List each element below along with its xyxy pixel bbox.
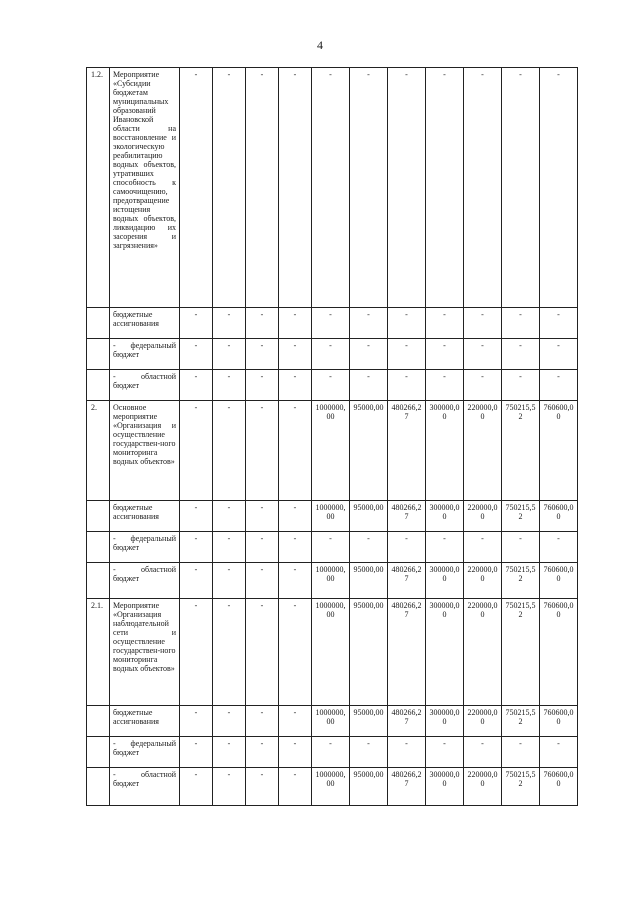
value-cell: -: [180, 706, 213, 737]
value-cell: -: [312, 370, 350, 401]
value-cell: -: [246, 768, 279, 806]
value-cell: -: [246, 339, 279, 370]
value-cell: -: [213, 768, 246, 806]
value-cell: -: [279, 737, 312, 768]
value-cell: -: [502, 68, 540, 308]
row-number: 1.2.: [87, 68, 110, 308]
value-cell: 95000,00: [350, 563, 388, 599]
value-cell: -: [312, 737, 350, 768]
value-cell: -: [426, 68, 464, 308]
value-cell: -: [180, 501, 213, 532]
value-cell: -: [213, 599, 246, 706]
row-description: бюджетные ассигнования: [110, 308, 180, 339]
value-cell: -: [388, 308, 426, 339]
value-cell: 480266,27: [388, 401, 426, 501]
value-cell: 95000,00: [350, 706, 388, 737]
value-cell: -: [246, 501, 279, 532]
value-cell: -: [464, 339, 502, 370]
value-cell: -: [279, 599, 312, 706]
value-cell: 760600,00: [540, 768, 578, 806]
page-number: 4: [317, 38, 323, 52]
row-number: 2.1.: [87, 599, 110, 706]
value-cell: 220000,00: [464, 563, 502, 599]
value-cell: -: [502, 370, 540, 401]
value-cell: -: [388, 737, 426, 768]
value-cell: -: [464, 532, 502, 563]
row-number: 2.: [87, 401, 110, 501]
value-cell: 760600,00: [540, 706, 578, 737]
value-cell: -: [279, 706, 312, 737]
table-row: [87, 768, 578, 806]
value-cell: -: [279, 68, 312, 308]
value-cell: -: [213, 532, 246, 563]
value-cell: -: [180, 308, 213, 339]
value-cell: -: [246, 68, 279, 308]
value-cell: -: [502, 532, 540, 563]
value-cell: -: [246, 532, 279, 563]
value-cell: -: [180, 563, 213, 599]
row-description: Мероприятие «Организация наблюдательной сети и осуществление государствен-ного мониторинга водных объектов»: [110, 599, 180, 706]
value-cell: 480266,27: [388, 599, 426, 706]
value-cell: -: [180, 401, 213, 501]
value-cell: -: [350, 370, 388, 401]
value-cell: 750215,52: [502, 706, 540, 737]
table-row: [87, 501, 578, 532]
value-cell: -: [279, 401, 312, 501]
value-cell: 300000,00: [426, 563, 464, 599]
value-cell: -: [502, 339, 540, 370]
value-cell: -: [312, 68, 350, 308]
value-cell: -: [213, 501, 246, 532]
value-cell: -: [312, 308, 350, 339]
row-number: [87, 563, 110, 599]
row-description: Мероприятие «Субсидии бюджетам муниципальных образований Ивановской области на восстановление и экологическую реабилитацию водных объектов, утративших способность к самоочищению, предотвращение истощения водных объектов, ликвидацию их засорения и загрязнения»: [110, 68, 180, 308]
value-cell: -: [279, 308, 312, 339]
row-number: [87, 706, 110, 737]
value-cell: -: [279, 532, 312, 563]
value-cell: -: [279, 339, 312, 370]
value-cell: 1000000,00: [312, 563, 350, 599]
value-cell: 1000000,00: [312, 501, 350, 532]
table-row: [87, 532, 578, 563]
value-cell: -: [426, 370, 464, 401]
value-cell: -: [426, 308, 464, 339]
value-cell: -: [279, 563, 312, 599]
value-cell: 760600,00: [540, 401, 578, 501]
value-cell: -: [540, 737, 578, 768]
value-cell: -: [213, 563, 246, 599]
row-description: бюджетные ассигнования: [110, 501, 180, 532]
value-cell: 750215,52: [502, 768, 540, 806]
value-cell: 300000,00: [426, 501, 464, 532]
row-description: - областной бюджет: [110, 768, 180, 806]
value-cell: 760600,00: [540, 599, 578, 706]
value-cell: -: [540, 532, 578, 563]
value-cell: 750215,52: [502, 599, 540, 706]
value-cell: -: [540, 308, 578, 339]
row-description: - областной бюджет: [110, 370, 180, 401]
value-cell: -: [426, 339, 464, 370]
value-cell: 750215,52: [502, 563, 540, 599]
value-cell: 480266,27: [388, 706, 426, 737]
value-cell: -: [350, 308, 388, 339]
value-cell: -: [180, 370, 213, 401]
value-cell: -: [279, 501, 312, 532]
value-cell: -: [388, 532, 426, 563]
value-cell: 480266,27: [388, 501, 426, 532]
value-cell: -: [388, 370, 426, 401]
value-cell: -: [540, 68, 578, 308]
value-cell: -: [213, 401, 246, 501]
value-cell: 220000,00: [464, 706, 502, 737]
value-cell: -: [180, 599, 213, 706]
row-number: [87, 737, 110, 768]
value-cell: -: [213, 737, 246, 768]
value-cell: 95000,00: [350, 768, 388, 806]
value-cell: -: [246, 308, 279, 339]
value-cell: -: [246, 563, 279, 599]
value-cell: -: [180, 339, 213, 370]
table-row: [87, 737, 578, 768]
value-cell: 220000,00: [464, 599, 502, 706]
value-cell: -: [246, 599, 279, 706]
table-row: [87, 308, 578, 339]
value-cell: 220000,00: [464, 768, 502, 806]
row-number: [87, 339, 110, 370]
value-cell: -: [350, 532, 388, 563]
value-cell: 760600,00: [540, 501, 578, 532]
row-description: - областной бюджет: [110, 563, 180, 599]
value-cell: -: [540, 339, 578, 370]
value-cell: 1000000,00: [312, 768, 350, 806]
value-cell: -: [502, 308, 540, 339]
value-cell: -: [213, 339, 246, 370]
value-cell: -: [213, 706, 246, 737]
budget-table: [86, 67, 578, 806]
value-cell: -: [426, 737, 464, 768]
value-cell: -: [540, 370, 578, 401]
row-number: [87, 768, 110, 806]
value-cell: -: [350, 68, 388, 308]
table-row: [87, 68, 578, 308]
value-cell: 480266,27: [388, 563, 426, 599]
value-cell: 1000000,00: [312, 401, 350, 501]
value-cell: 760600,00: [540, 563, 578, 599]
value-cell: -: [426, 532, 464, 563]
value-cell: -: [464, 68, 502, 308]
value-cell: -: [388, 339, 426, 370]
table-row: [87, 563, 578, 599]
value-cell: -: [502, 737, 540, 768]
value-cell: 300000,00: [426, 401, 464, 501]
value-cell: -: [246, 706, 279, 737]
row-description: Основное мероприятие «Организация и осуществление государствен-ного мониторинга водных объектов»: [110, 401, 180, 501]
value-cell: 750215,52: [502, 401, 540, 501]
value-cell: -: [312, 532, 350, 563]
value-cell: 1000000,00: [312, 706, 350, 737]
value-cell: -: [464, 308, 502, 339]
value-cell: 300000,00: [426, 768, 464, 806]
value-cell: -: [180, 737, 213, 768]
row-description: - федеральный бюджет: [110, 737, 180, 768]
row-description: - федеральный бюджет: [110, 532, 180, 563]
value-cell: 480266,27: [388, 768, 426, 806]
row-number: [87, 532, 110, 563]
value-cell: -: [180, 532, 213, 563]
value-cell: 750215,52: [502, 501, 540, 532]
value-cell: 1000000,00: [312, 599, 350, 706]
row-number: [87, 308, 110, 339]
value-cell: 95000,00: [350, 401, 388, 501]
value-cell: -: [350, 339, 388, 370]
value-cell: 220000,00: [464, 401, 502, 501]
value-cell: -: [213, 308, 246, 339]
value-cell: -: [246, 370, 279, 401]
value-cell: -: [388, 68, 426, 308]
table-row: [87, 706, 578, 737]
value-cell: -: [180, 68, 213, 308]
table-row: [87, 599, 578, 706]
value-cell: -: [180, 768, 213, 806]
value-cell: -: [279, 370, 312, 401]
value-cell: 300000,00: [426, 706, 464, 737]
table-row: [87, 370, 578, 401]
row-description: - федеральный бюджет: [110, 339, 180, 370]
value-cell: -: [213, 68, 246, 308]
value-cell: -: [350, 737, 388, 768]
value-cell: 300000,00: [426, 599, 464, 706]
row-number: [87, 501, 110, 532]
value-cell: -: [312, 339, 350, 370]
value-cell: -: [246, 737, 279, 768]
value-cell: -: [246, 401, 279, 501]
value-cell: -: [464, 737, 502, 768]
row-number: [87, 370, 110, 401]
table-row: [87, 401, 578, 501]
table-row: [87, 339, 578, 370]
value-cell: -: [464, 370, 502, 401]
value-cell: -: [213, 370, 246, 401]
value-cell: 95000,00: [350, 501, 388, 532]
row-description: бюджетные ассигнования: [110, 706, 180, 737]
value-cell: 95000,00: [350, 599, 388, 706]
value-cell: -: [279, 768, 312, 806]
value-cell: 220000,00: [464, 501, 502, 532]
